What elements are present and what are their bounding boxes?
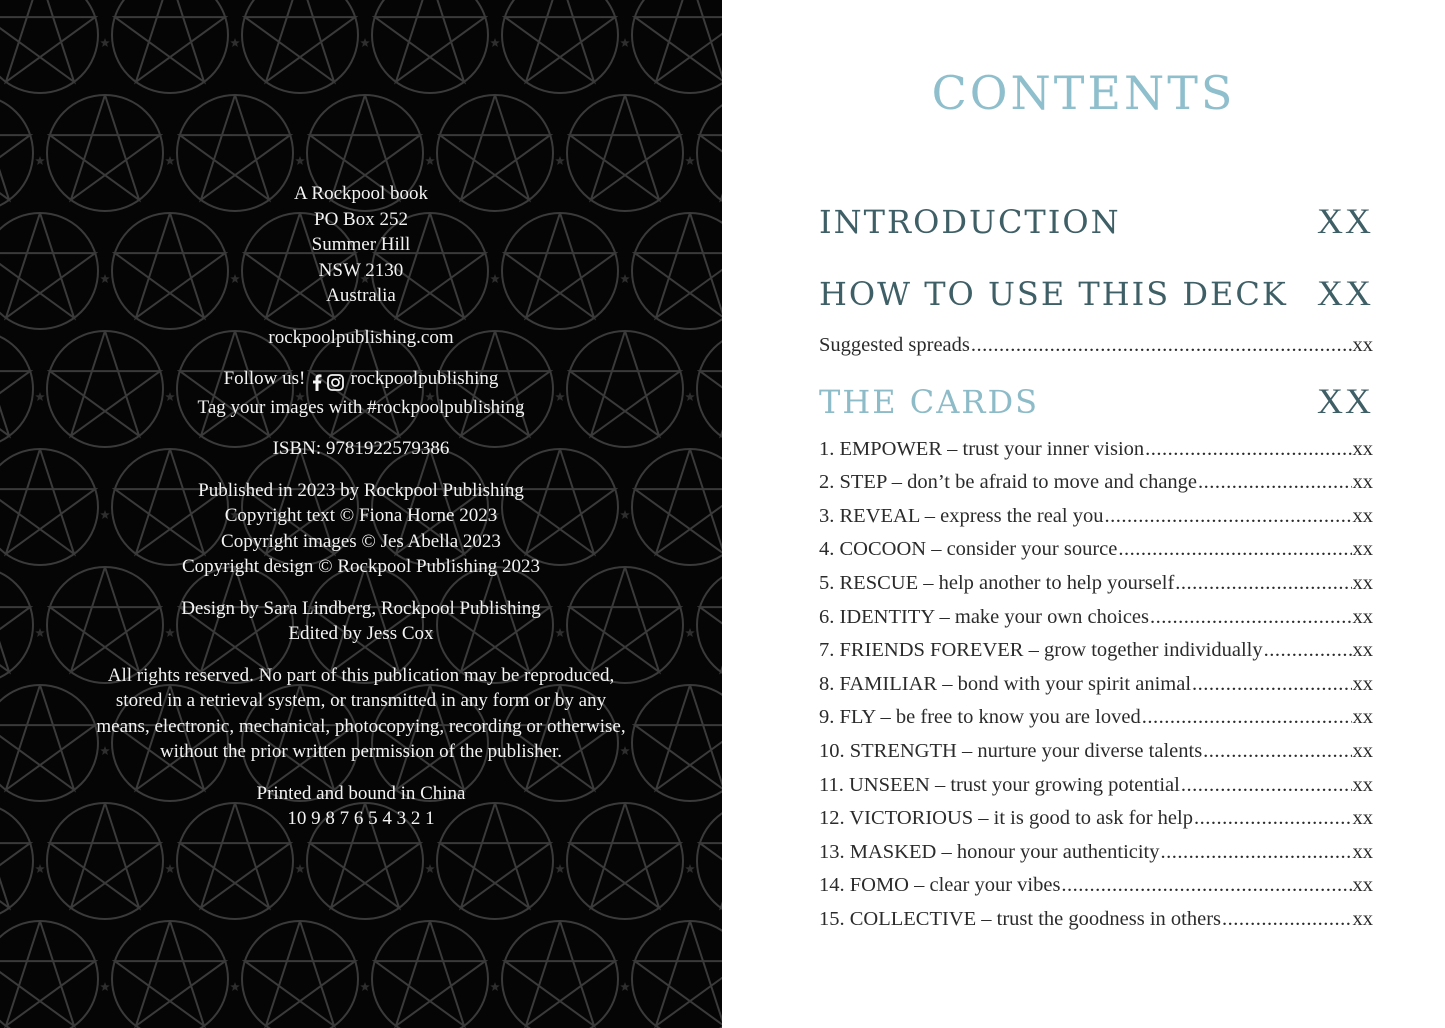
dot-leader xyxy=(1118,538,1351,561)
entry-page: xx xyxy=(1352,907,1373,930)
rights-line: stored in a retrieval system, or transmitted in any form or by any xyxy=(115,690,607,711)
entry-page: xx xyxy=(1352,571,1373,594)
star-icon xyxy=(360,38,370,47)
copyright-line: Copyright images © Jes Abella 2023 xyxy=(221,530,501,552)
star-icon xyxy=(35,156,45,165)
star-icon xyxy=(490,38,500,47)
card-description: be free to know you are loved xyxy=(895,706,1141,729)
printed-block xyxy=(0,781,722,832)
pentagram-icon xyxy=(112,0,228,93)
isbn: ISBN: 9781922579386 xyxy=(272,438,450,459)
toc-section-how-to[interactable] xyxy=(819,272,1373,330)
card-description: nurture your diverse talents xyxy=(977,739,1203,762)
dash: – xyxy=(880,706,891,729)
imprint-page xyxy=(0,0,722,1028)
entry-label xyxy=(819,874,1060,897)
star-icon xyxy=(555,156,565,165)
toc-card-entry[interactable] xyxy=(819,505,1373,539)
entry-page: xx xyxy=(1352,874,1373,897)
card-description: bond with your spirit animal xyxy=(957,672,1192,695)
entry-label xyxy=(819,807,1193,830)
pentagram-icon xyxy=(632,921,722,1028)
toc-card-entry[interactable] xyxy=(819,639,1373,673)
pentagram-icon xyxy=(242,921,358,1028)
entry-label xyxy=(819,505,1103,528)
dot-leader xyxy=(1150,606,1352,629)
card-name: 11. UNSEEN xyxy=(819,773,930,796)
dot-leader xyxy=(1142,706,1352,729)
entry-label xyxy=(819,639,1263,662)
card-name: 13. MASKED xyxy=(819,840,937,863)
entry-label xyxy=(819,706,1141,729)
toc-card-entry[interactable] xyxy=(819,774,1373,808)
entry-label: Suggested spreads xyxy=(819,334,970,356)
contents-page xyxy=(722,0,1445,1028)
star-icon xyxy=(100,982,110,991)
copyright-block xyxy=(0,478,722,580)
dot-leader xyxy=(1181,774,1352,797)
pentagram-icon xyxy=(372,0,488,93)
section-page: XX xyxy=(1317,201,1373,241)
dash: – xyxy=(923,571,934,594)
section-title: INTRODUCTION xyxy=(819,203,1121,241)
dot-leader xyxy=(1161,841,1352,864)
pentagram-icon xyxy=(632,0,722,93)
toc-card-entry[interactable] xyxy=(819,471,1373,505)
card-description: help another to help yourself xyxy=(938,571,1175,594)
card-name: 9. FLY xyxy=(819,706,876,729)
rights-line: All rights reserved. No part of this publication may be reproduced, xyxy=(107,664,615,686)
star-icon xyxy=(295,864,305,873)
star-icon xyxy=(230,38,240,47)
toc-card-entry[interactable] xyxy=(819,841,1373,875)
star-icon xyxy=(685,864,695,873)
dash: – xyxy=(931,538,942,561)
toc-card-entry[interactable] xyxy=(819,807,1373,841)
entry-label xyxy=(819,673,1191,696)
dash: – xyxy=(934,773,946,796)
card-description: grow together individually xyxy=(1043,639,1263,662)
card-description: honour your authenticity xyxy=(956,840,1160,863)
entry-page: xx xyxy=(1352,639,1373,662)
website-link[interactable]: rockpoolpublishing.com xyxy=(268,326,454,348)
entry-label xyxy=(819,538,1117,561)
print-run-line: 10 9 8 7 6 5 4 3 2 1 xyxy=(287,808,435,829)
credit-line: Design by Sara Lindberg, Rockpool Publishing xyxy=(181,597,541,619)
address-line: A Rockpool book xyxy=(293,183,429,204)
table-of-contents xyxy=(819,200,1373,942)
entry-page: xx xyxy=(1352,773,1373,796)
entry-label xyxy=(819,740,1202,763)
card-description: trust the goodness in others xyxy=(996,907,1221,930)
rights-block xyxy=(0,663,722,765)
instagram-icon[interactable] xyxy=(327,374,344,391)
entry-page: xx xyxy=(1352,807,1373,830)
copyright-line: Published in 2023 by Rockpool Publishing xyxy=(198,479,524,501)
dash: – xyxy=(961,739,973,762)
card-name: 12. VICTORIOUS xyxy=(819,807,974,830)
dash: – xyxy=(978,807,989,830)
toc-card-entry[interactable] xyxy=(819,538,1373,572)
entry-page: xx xyxy=(1352,605,1373,628)
card-description: consider your source xyxy=(946,538,1118,561)
entry-page: xx xyxy=(1352,437,1373,460)
dash: – xyxy=(924,504,935,527)
card-description: it is good to ask for help xyxy=(993,807,1193,830)
imprint-text xyxy=(0,181,722,848)
copyright-line: Copyright design © Rockpool Publishing 2023 xyxy=(181,556,541,577)
dot-leader xyxy=(1264,639,1352,662)
toc-card-entry[interactable] xyxy=(819,740,1373,774)
dot-leader xyxy=(1194,807,1352,830)
dot-leader xyxy=(1061,874,1351,897)
pentagram-icon xyxy=(502,921,618,1028)
address-line: PO Box 252 xyxy=(314,208,408,230)
dot-leader xyxy=(1145,438,1351,461)
follow-line xyxy=(0,366,722,395)
star-icon xyxy=(425,156,435,165)
dash: – xyxy=(914,874,925,897)
card-description: clear your vibes xyxy=(929,874,1061,897)
entry-label xyxy=(819,471,1197,494)
pentagram-icon xyxy=(242,0,358,93)
star-icon xyxy=(165,864,175,873)
star-icon xyxy=(100,38,110,47)
card-name: 10. STRENGTH xyxy=(819,739,957,762)
dot-leader xyxy=(1222,908,1352,931)
address-line: Australia xyxy=(326,285,396,306)
star-icon xyxy=(360,982,370,991)
toc-card-entry[interactable] xyxy=(819,438,1373,472)
entry-page: xx xyxy=(1352,706,1373,729)
printed-line: Printed and bound in China xyxy=(256,782,466,804)
toc-entry[interactable] xyxy=(819,334,1373,368)
card-name: 5. RESCUE xyxy=(819,571,919,594)
dash: – xyxy=(939,605,950,628)
copyright-line: Copyright text © Fiona Horne 2023 xyxy=(224,505,498,526)
credits-block xyxy=(0,596,722,647)
credit-line: Edited by Jess Cox xyxy=(288,623,434,644)
facebook-icon[interactable] xyxy=(312,374,322,391)
star-icon xyxy=(620,38,630,47)
rights-line: without the prior written permission of the publisher. xyxy=(159,741,563,762)
dot-leader xyxy=(971,334,1352,357)
entry-page: xx xyxy=(1352,334,1373,356)
contents-title: CONTENTS xyxy=(931,66,1236,120)
entry-label xyxy=(819,606,1149,629)
star-icon xyxy=(230,982,240,991)
address-line: Summer Hill xyxy=(311,234,411,255)
entry-label xyxy=(819,841,1160,864)
section-title: THE CARDS xyxy=(819,382,1040,421)
toc-card-entry[interactable] xyxy=(819,606,1373,640)
card-name: 4. COCOON xyxy=(819,538,927,561)
dot-leader xyxy=(1192,673,1351,696)
pentagram-icon xyxy=(112,921,228,1028)
dot-leader xyxy=(1104,505,1351,528)
card-description: don’t be afraid to move and change xyxy=(907,471,1198,494)
card-description: trust your growing potential xyxy=(950,773,1180,796)
entry-page: xx xyxy=(1352,840,1373,863)
card-description: trust your inner vision xyxy=(962,437,1145,460)
toc-card-entry[interactable] xyxy=(819,572,1373,606)
card-name: 3. REVEAL xyxy=(819,504,920,527)
entry-page: xx xyxy=(1352,739,1373,762)
card-name: 6. IDENTITY xyxy=(819,605,935,628)
tag-line: Tag your images with #rockpoolpublishing xyxy=(197,396,525,418)
card-description: express the real you xyxy=(940,504,1104,527)
star-icon xyxy=(490,982,500,991)
dot-leader xyxy=(1175,572,1351,595)
follow-handle[interactable]: rockpoolpublishing xyxy=(350,368,499,389)
star-icon xyxy=(295,156,305,165)
dash: – xyxy=(941,840,952,863)
star-icon xyxy=(165,156,175,165)
section-title: HOW TO USE THIS DECK xyxy=(819,275,1288,313)
star-icon xyxy=(685,156,695,165)
card-name: 7. FRIENDS FOREVER xyxy=(819,639,1024,662)
card-name: 15. COLLECTIVE xyxy=(819,907,977,930)
dash: – xyxy=(947,437,958,460)
address-line: NSW 2130 xyxy=(318,259,404,281)
entry-label xyxy=(819,572,1174,595)
card-name: 1. EMPOWER xyxy=(819,437,942,460)
entry-page: xx xyxy=(1352,672,1373,695)
dot-leader xyxy=(1203,740,1351,763)
card-list xyxy=(819,438,1373,942)
dash: – xyxy=(1028,639,1039,662)
pentagram-icon xyxy=(0,0,98,93)
toc-section-introduction[interactable] xyxy=(819,200,1373,258)
pentagram-icon xyxy=(502,0,618,93)
section-page: XX xyxy=(1317,380,1373,421)
pentagram-icon xyxy=(0,921,98,1028)
dash: – xyxy=(891,471,902,494)
dash: – xyxy=(981,907,992,930)
entry-page: xx xyxy=(1352,471,1373,494)
rights-line: means, electronic, mechanical, photocopying, recording or otherwise, xyxy=(96,715,626,737)
entry-label xyxy=(819,438,1144,461)
dot-leader xyxy=(1198,471,1351,494)
star-icon xyxy=(35,864,45,873)
entry-label xyxy=(819,908,1221,931)
card-name: 2. STEP xyxy=(819,471,887,494)
toc-section-cards[interactable] xyxy=(819,380,1373,438)
toc-card-entry[interactable] xyxy=(819,874,1373,908)
card-name: 14. FOMO xyxy=(819,874,909,897)
entry-label xyxy=(819,774,1180,797)
toc-card-entry[interactable] xyxy=(819,673,1373,707)
section-page: XX xyxy=(1317,273,1373,313)
pentagram-icon xyxy=(372,921,488,1028)
dash: – xyxy=(942,672,953,695)
star-icon xyxy=(555,864,565,873)
publisher-address xyxy=(0,181,722,309)
toc-card-entry[interactable] xyxy=(819,908,1373,942)
follow-prefix: Follow us! xyxy=(223,368,306,389)
entry-page: xx xyxy=(1352,538,1373,561)
card-name: 8. FAMILIAR xyxy=(819,672,938,695)
star-icon xyxy=(425,864,435,873)
star-icon xyxy=(620,982,630,991)
card-description: make your own choices xyxy=(954,605,1149,628)
toc-card-entry[interactable] xyxy=(819,706,1373,740)
entry-page: xx xyxy=(1352,504,1373,527)
